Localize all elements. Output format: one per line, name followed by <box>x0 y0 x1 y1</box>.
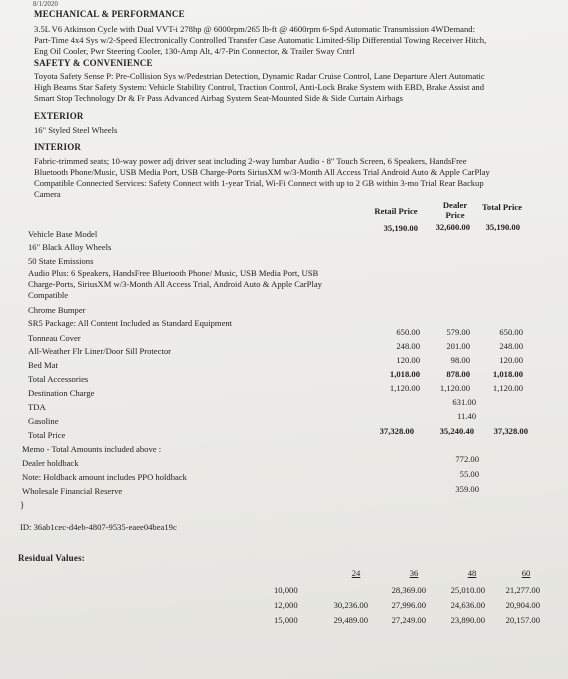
dealer-value: 35,240.40 <box>439 426 474 436</box>
retail-value: 650.00 <box>396 327 420 337</box>
total-value: 1,018.00 <box>492 369 523 379</box>
term-header: 36 <box>409 568 419 578</box>
dealer-value: 32,600.00 <box>435 222 470 232</box>
retail-value: 120.00 <box>396 355 420 365</box>
mileage-label: 15,000 <box>274 615 298 625</box>
line-item-label: Compatible <box>28 290 69 300</box>
retail-value: 1,018.00 <box>389 369 420 379</box>
document-id: ID: 36ab1cec-d4eb-4807-9535-eaee04bea19c <box>20 522 177 532</box>
line-item-label: All-Weather Flr Liner/Door Sill Protector <box>28 346 171 356</box>
mileage-label: 10,000 <box>274 585 298 595</box>
line-item-label: Destination Charge <box>28 388 95 398</box>
residual-value: 21,277.00 <box>505 585 540 595</box>
retail-value: 248.00 <box>396 341 420 351</box>
line-item-label: Total Accessories <box>28 374 89 384</box>
residual-value: 27,996.00 <box>391 600 426 610</box>
residual-value: 20,904.00 <box>505 600 540 610</box>
interior-line: Camera <box>34 189 61 199</box>
interior-line: Bluetooth Phone/Music, USB Media Port, USB Charge-Ports SiriusXM w/3-Month All Access Trial Android Auto & Apple CarPlay <box>34 167 490 177</box>
residual-value: 24,636.00 <box>450 600 485 610</box>
residual-value: 27,249.00 <box>391 615 426 625</box>
residual-value: 25,010.00 <box>450 585 485 595</box>
total-value: 120.00 <box>499 355 523 365</box>
dealer-value: 11.40 <box>456 411 476 421</box>
total-value: 1,120.00 <box>492 383 523 393</box>
dealer-value: 878.00 <box>446 369 470 379</box>
line-item-label: 16" Black Alloy Wheels <box>28 242 112 252</box>
total-price-header: Total Price <box>481 202 522 212</box>
line-item-label: Chrome Bumper <box>28 305 86 315</box>
line-item-label: Tonneau Cover <box>28 333 81 343</box>
safety-line: Smart Stop Technology Dr & Fr Pass Advanced Airbag System Seat-Mounted Side & Side Curtain Airbags <box>34 93 403 103</box>
line-item-label: Total Price <box>28 430 66 440</box>
residual-heading: Residual Values: <box>18 553 85 563</box>
retail-value: 1,120.00 <box>389 383 420 393</box>
dealer-value: 1,120.00 <box>439 383 470 393</box>
dealer-price-header: Dealer Price <box>442 200 468 220</box>
line-item-label: 50 State Emissions <box>28 256 94 266</box>
dealer-value: 98.00 <box>450 355 470 365</box>
residual-value: 20,157.00 <box>505 615 540 625</box>
interior-line: Compatible Connected Services: Safety Connect with 1-year Trial, Wi-Fi Connect with up to 2 GB within 3-mo Trial Rear Backup <box>34 178 484 188</box>
term-header: 24 <box>351 568 361 578</box>
memo-label: Wholesale Financial Reserve <box>22 486 123 496</box>
exterior-heading: EXTERIOR <box>34 111 84 121</box>
residual-value: 30,236.00 <box>333 600 368 610</box>
memo-value: 359.00 <box>455 484 479 494</box>
mileage-label: 12,000 <box>274 600 298 610</box>
safety-line: High Beams Star Safety System: Vehicle Stability Control, Traction Control, Anti-Lock Brake System with EBD, Brake Assist and <box>34 82 485 92</box>
line-item-label: Gasoline <box>28 416 59 426</box>
line-item-label: SR5 Package: All Content Included as Standard Equipment <box>28 318 233 328</box>
retail-value: 37,328.00 <box>379 426 414 436</box>
total-value: 650.00 <box>499 327 523 337</box>
line-item-label: Bed Mat <box>28 360 58 370</box>
residual-value: 29,489.00 <box>333 615 368 625</box>
line-item-label: Charge-Ports, SiriusXM w/3-Month All Access Trial, Android Auto & Apple CarPlay <box>28 279 322 289</box>
interior-line: Fabric-trimmed seats; 10-way power adj driver seat including 2-way lumbar Audio - 8" Touch Screen, 6 Speakers, HandsFree <box>34 156 467 166</box>
total-value: 35,190.00 <box>485 222 520 232</box>
exterior-line: 16" Styled Steel Wheels <box>34 125 118 135</box>
safety-line: Toyota Safety Sense P: Pre-Collision Sys w/Pedestrian Detection, Dynamic Radar Cruise Control, Lane Departure Alert Automatic <box>34 71 485 81</box>
memo-value: 772.00 <box>455 454 479 464</box>
retail-value: 35,190.00 <box>383 223 418 233</box>
memo-label: Dealer holdback <box>22 458 79 468</box>
mechanical-line: 3.5L V6 Atkinson Cycle with Dual VVT-i 278hp @ 6000rpm/265 lb-ft @ 4600rpm 6-Spd Automatic Transmission 4WDemand: <box>34 24 475 34</box>
line-item-label: Audio Plus: 6 Speakers, HandsFree Bluetooth Phone/ Music, USB Media Port, USB <box>28 268 319 278</box>
residual-value: 23,890.00 <box>450 615 485 625</box>
memo-heading: Memo - Total Amounts included above : <box>22 444 162 454</box>
line-item-label: Vehicle Base Model <box>28 229 98 239</box>
dealer-value: 579.00 <box>446 327 470 337</box>
term-header: 60 <box>521 568 531 578</box>
memo-label: Note: Holdback amount includes PPO holdback <box>22 472 187 482</box>
interior-heading: INTERIOR <box>34 142 82 152</box>
dealer-value: 201.00 <box>446 341 470 351</box>
mechanical-line: Part-Time 4x4 Sys w/2-Speed Electronically Controlled Transfer Case Automatic Limited-Slip Differential Towing Receiver Hitch, <box>34 35 487 45</box>
mechanical-heading: MECHANICAL & PERFORMANCE <box>34 9 185 19</box>
dealer-value: 631.00 <box>452 397 476 407</box>
memo-value: 55.00 <box>459 469 479 479</box>
closing-brace: } <box>20 500 25 510</box>
safety-heading: SAFETY & CONVENIENCE <box>34 58 153 68</box>
term-header: 48 <box>467 568 477 578</box>
residual-value: 28,369.00 <box>391 585 426 595</box>
line-item-label: TDA <box>28 402 46 412</box>
retail-price-header: Retail Price <box>374 206 418 216</box>
total-value: 37,328.00 <box>493 426 528 436</box>
total-value: 248.00 <box>499 341 523 351</box>
mechanical-line: Eng Oil Cooler, Pwr Steering Cooler, 130-Amp Alt, 4/7-Pin Connector, & Trailer Sway Cntrl <box>34 46 355 56</box>
print-date: 8/1/2020 <box>33 0 58 8</box>
